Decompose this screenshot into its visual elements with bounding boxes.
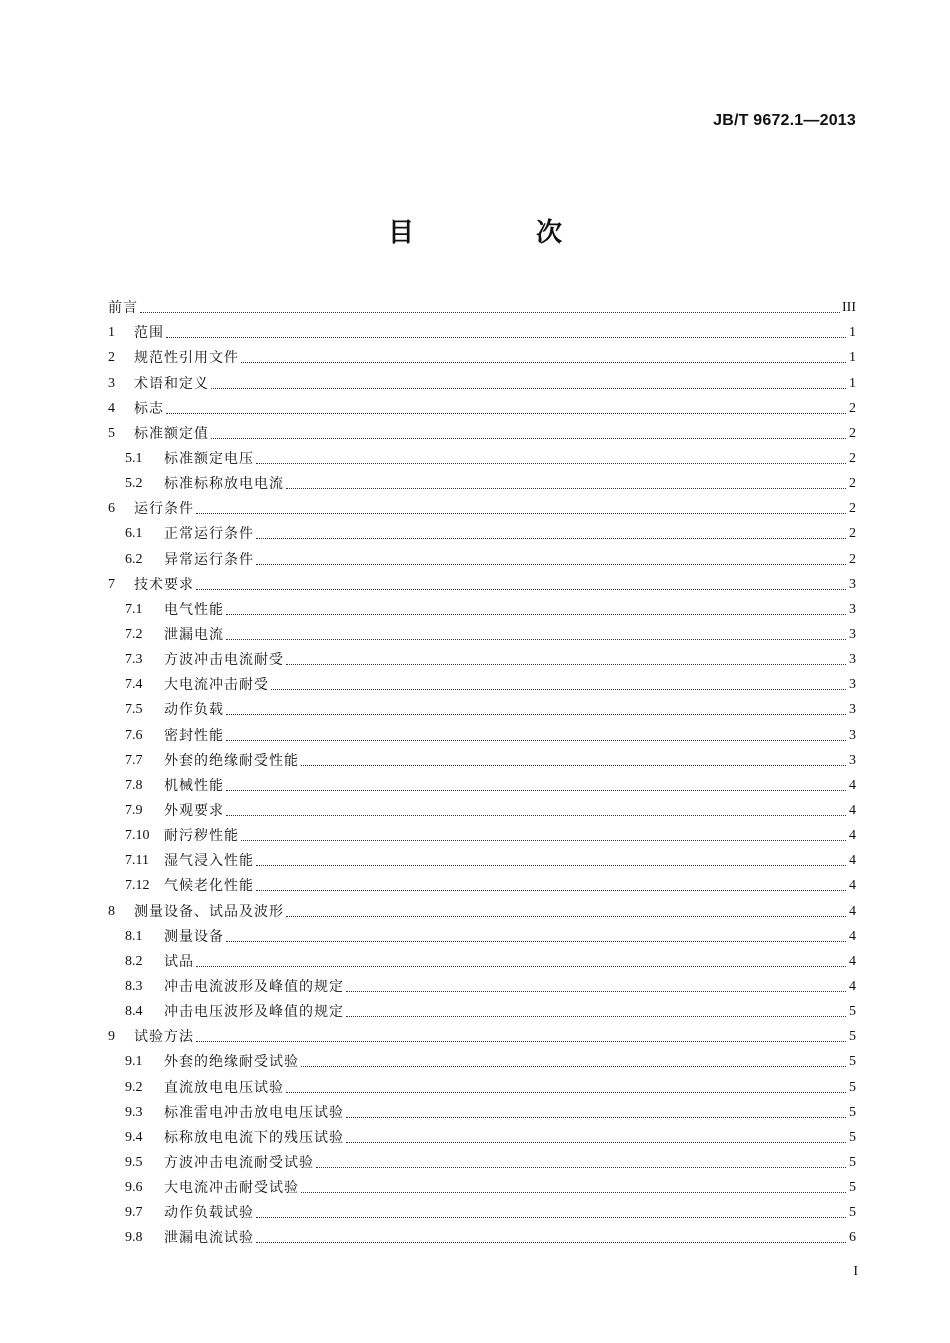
toc-entry[interactable]	[108, 971, 856, 996]
toc-entry-title: 术语和定义	[134, 375, 209, 392]
toc-entry-title: 方波冲击电流耐受试验	[164, 1154, 314, 1171]
toc-entry-number: 7.5	[125, 702, 143, 718]
toc-entry-title: 机械性能	[164, 777, 224, 794]
toc-entry-title: 正常运行条件	[164, 526, 254, 543]
toc-entry[interactable]	[108, 342, 856, 367]
toc-entry-page: 4	[849, 828, 856, 844]
toc-entry-title: 耐污秽性能	[164, 828, 239, 845]
toc-entry-number: 9	[108, 1029, 115, 1045]
toc-entry-page: 2	[849, 526, 856, 542]
toc-entry-title: 外观要求	[164, 802, 224, 819]
toc-entry[interactable]	[108, 644, 856, 669]
toc-entry-number: 2	[108, 350, 115, 366]
toc-entry-page: 4	[849, 978, 856, 994]
toc-entry-page: 5	[849, 1104, 856, 1120]
toc-dot-leader	[346, 1141, 846, 1143]
toc-entry-number: 7.1	[125, 601, 143, 617]
toc-entry-number: 9.1	[125, 1054, 143, 1070]
toc-entry-number: 7.10	[125, 828, 150, 844]
toc-entry[interactable]	[108, 921, 856, 946]
toc-entry-number: 3	[108, 375, 115, 391]
table-of-contents	[108, 292, 856, 1247]
toc-entry-page: 5	[849, 1029, 856, 1045]
toc-dot-leader	[286, 663, 846, 665]
toc-dot-leader	[226, 814, 846, 816]
toc-entry-title: 标准额定电压	[164, 450, 254, 467]
toc-entry-title: 冲击电流波形及峰值的规定	[164, 978, 344, 995]
toc-entry-title: 标志	[134, 400, 164, 417]
toc-entry[interactable]	[108, 669, 856, 694]
toc-entry-number: 9.8	[125, 1230, 143, 1246]
toc-entry[interactable]	[108, 317, 856, 342]
toc-entry-page: 5	[849, 1004, 856, 1020]
toc-entry-title: 直流放电电压试验	[164, 1079, 284, 1096]
toc-entry-title: 电气性能	[164, 601, 224, 618]
toc-entry[interactable]	[108, 1071, 856, 1096]
toc-entry-title: 大电流冲击耐受	[164, 677, 269, 694]
toc-entry-page: 3	[849, 601, 856, 617]
page-title: 目 次	[387, 218, 610, 248]
toc-entry-page: 4	[849, 777, 856, 793]
toc-entry-title: 动作负载	[164, 702, 224, 719]
toc-entry-number: 6	[108, 501, 115, 517]
toc-entry-title: 泄漏电流试验	[164, 1230, 254, 1247]
toc-dot-leader	[301, 1191, 846, 1193]
toc-entry-page: 2	[849, 400, 856, 416]
toc-dot-leader	[166, 412, 846, 414]
toc-dot-leader	[196, 512, 846, 514]
toc-dot-leader	[286, 915, 846, 917]
toc-entry-title: 湿气浸入性能	[164, 853, 254, 870]
toc-dot-leader	[241, 361, 846, 363]
toc-dot-leader	[196, 588, 846, 590]
toc-entry-number: 6.2	[125, 551, 143, 567]
toc-entry-title: 测量设备	[164, 928, 224, 945]
toc-entry-title: 外套的绝缘耐受性能	[164, 752, 299, 769]
toc-entry-number: 8.4	[125, 1004, 143, 1020]
toc-entry[interactable]	[108, 1097, 856, 1122]
toc-entry-number: 7.6	[125, 727, 143, 743]
toc-entry-title: 泄漏电流	[164, 626, 224, 643]
toc-entry-title: 大电流冲击耐受试验	[164, 1180, 299, 1197]
toc-dot-leader	[271, 688, 846, 690]
toc-dot-leader	[256, 563, 846, 565]
toc-entry[interactable]	[108, 619, 856, 644]
toc-entry-title: 前言	[108, 300, 138, 317]
toc-dot-leader	[346, 990, 846, 992]
toc-entry-page: 3	[849, 752, 856, 768]
toc-entry-page: 3	[849, 677, 856, 693]
toc-entry-title: 试品	[164, 953, 194, 970]
toc-entry[interactable]	[108, 543, 856, 568]
toc-entry-page: 4	[849, 853, 856, 869]
toc-entry-page: 3	[849, 702, 856, 718]
toc-entry[interactable]	[108, 1172, 856, 1197]
toc-entry[interactable]	[108, 820, 856, 845]
toc-entry-title: 标准雷电冲击放电电压试验	[164, 1104, 344, 1121]
toc-entry-number: 9.5	[125, 1154, 143, 1170]
toc-entry-number: 9.7	[125, 1205, 143, 1221]
toc-entry-page: 3	[849, 626, 856, 642]
toc-entry-number: 5	[108, 425, 115, 441]
toc-entry-title: 标称放电电流下的残压试验	[164, 1129, 344, 1146]
toc-entry-title: 运行条件	[134, 501, 194, 518]
toc-entry-title: 技术要求	[134, 576, 194, 593]
toc-dot-leader	[286, 1091, 846, 1093]
toc-entry[interactable]	[108, 770, 856, 795]
toc-dot-leader	[226, 613, 846, 615]
toc-entry-page: 1	[849, 325, 856, 341]
toc-dot-leader	[286, 487, 846, 489]
toc-entry[interactable]	[108, 367, 856, 392]
toc-entry[interactable]	[108, 845, 856, 870]
toc-entry-page: 5	[849, 1079, 856, 1095]
toc-entry-title: 密封性能	[164, 727, 224, 744]
toc-entry-number: 8.2	[125, 953, 143, 969]
toc-dot-leader	[256, 537, 846, 539]
toc-entry-number: 6.1	[125, 526, 143, 542]
toc-entry-page: 5	[849, 1180, 856, 1196]
toc-entry-number: 8	[108, 903, 115, 919]
toc-entry-number: 7.8	[125, 777, 143, 793]
toc-entry[interactable]	[108, 518, 856, 543]
toc-dot-leader	[226, 638, 846, 640]
toc-entry-title: 范围	[134, 325, 164, 342]
toc-entry-title: 外套的绝缘耐受试验	[164, 1054, 299, 1071]
toc-entry[interactable]	[108, 1147, 856, 1172]
toc-entry[interactable]	[108, 946, 856, 971]
toc-entry[interactable]	[108, 1122, 856, 1147]
toc-entry-number: 7.11	[125, 853, 149, 869]
toc-dot-leader	[226, 739, 846, 741]
toc-dot-leader	[196, 965, 846, 967]
toc-dot-leader	[256, 462, 846, 464]
toc-dot-leader	[196, 1040, 846, 1042]
toc-entry-page: 5	[849, 1129, 856, 1145]
toc-entry-page: 6	[849, 1230, 856, 1246]
toc-entry-number: 7.2	[125, 626, 143, 642]
toc-entry-number: 9.4	[125, 1129, 143, 1145]
toc-entry[interactable]	[108, 1222, 856, 1247]
toc-entry-page: 2	[849, 425, 856, 441]
toc-entry[interactable]	[108, 493, 856, 518]
toc-entry-page: 1	[849, 375, 856, 391]
toc-entry[interactable]	[108, 418, 856, 443]
toc-dot-leader	[256, 889, 846, 891]
toc-dot-leader	[301, 764, 846, 766]
toc-entry[interactable]	[108, 1046, 856, 1071]
toc-entry-page: 3	[849, 652, 856, 668]
toc-dot-leader	[226, 713, 846, 715]
toc-entry[interactable]	[108, 1021, 856, 1046]
toc-entry[interactable]	[108, 292, 856, 317]
toc-entry-page: 2	[849, 450, 856, 466]
toc-dot-leader	[256, 1216, 846, 1218]
toc-entry[interactable]	[108, 393, 856, 418]
toc-dot-leader	[316, 1166, 846, 1168]
toc-entry-page: 2	[849, 501, 856, 517]
toc-entry[interactable]	[108, 870, 856, 895]
toc-entry-number: 8.3	[125, 978, 143, 994]
toc-entry-number: 9.2	[125, 1079, 143, 1095]
toc-entry-page: 2	[849, 476, 856, 492]
toc-entry[interactable]	[108, 569, 856, 594]
toc-entry[interactable]	[108, 719, 856, 744]
toc-entry-page: 4	[849, 903, 856, 919]
toc-entry-number: 9.3	[125, 1104, 143, 1120]
toc-entry-page: 1	[849, 350, 856, 366]
toc-entry-page: 5	[849, 1154, 856, 1170]
toc-entry-number: 7.9	[125, 802, 143, 818]
toc-entry-title: 标准额定值	[134, 425, 209, 442]
toc-dot-leader	[241, 839, 846, 841]
toc-entry-title: 异常运行条件	[164, 551, 254, 568]
toc-entry-number: 7.7	[125, 752, 143, 768]
toc-dot-leader	[226, 940, 846, 942]
toc-entry[interactable]	[108, 468, 856, 493]
toc-entry[interactable]	[108, 443, 856, 468]
page-number: I	[853, 1264, 858, 1279]
toc-dot-leader	[211, 387, 846, 389]
toc-dot-leader	[226, 789, 846, 791]
toc-entry-number: 1	[108, 325, 115, 341]
toc-dot-leader	[166, 336, 846, 338]
toc-entry-title: 测量设备、试品及波形	[134, 903, 284, 920]
toc-dot-leader	[140, 311, 840, 313]
toc-entry-number: 4	[108, 400, 115, 416]
toc-entry-page: 2	[849, 551, 856, 567]
toc-entry-number: 5.2	[125, 476, 143, 492]
toc-entry[interactable]	[108, 996, 856, 1021]
toc-dot-leader	[211, 437, 846, 439]
toc-entry-number: 7	[108, 576, 115, 592]
toc-entry-page: 4	[849, 928, 856, 944]
toc-entry-page: 4	[849, 802, 856, 818]
toc-entry-page: 3	[849, 576, 856, 592]
toc-entry-title: 冲击电压波形及峰值的规定	[164, 1004, 344, 1021]
toc-entry-title: 规范性引用文件	[134, 350, 239, 367]
toc-entry-page: 5	[849, 1205, 856, 1221]
toc-dot-leader	[346, 1015, 846, 1017]
toc-entry-number: 9.6	[125, 1180, 143, 1196]
toc-entry-title: 动作负载试验	[164, 1205, 254, 1222]
toc-entry-title: 方波冲击电流耐受	[164, 652, 284, 669]
toc-entry-number: 7.3	[125, 652, 143, 668]
toc-entry-title: 标准标称放电电流	[164, 476, 284, 493]
toc-entry-number: 7.12	[125, 878, 150, 894]
toc-dot-leader	[256, 1241, 846, 1243]
toc-entry[interactable]	[108, 745, 856, 770]
toc-entry[interactable]	[108, 895, 856, 920]
toc-dot-leader	[346, 1116, 846, 1118]
toc-entry-title: 气候老化性能	[164, 878, 254, 895]
toc-entry-page: 5	[849, 1054, 856, 1070]
toc-entry-page: 3	[849, 727, 856, 743]
toc-entry-number: 7.4	[125, 677, 143, 693]
toc-entry-number: 8.1	[125, 928, 143, 944]
toc-entry-page: III	[842, 300, 856, 316]
toc-entry[interactable]	[108, 694, 856, 719]
toc-entry[interactable]	[108, 1197, 856, 1222]
toc-dot-leader	[301, 1065, 846, 1067]
toc-entry[interactable]	[108, 594, 856, 619]
toc-entry-number: 5.1	[125, 450, 143, 466]
toc-entry-page: 4	[849, 878, 856, 894]
document-code: JB/T 9672.1—2013	[713, 112, 856, 129]
toc-dot-leader	[256, 864, 846, 866]
toc-entry-page: 4	[849, 953, 856, 969]
toc-entry-title: 试验方法	[134, 1029, 194, 1046]
toc-entry[interactable]	[108, 795, 856, 820]
